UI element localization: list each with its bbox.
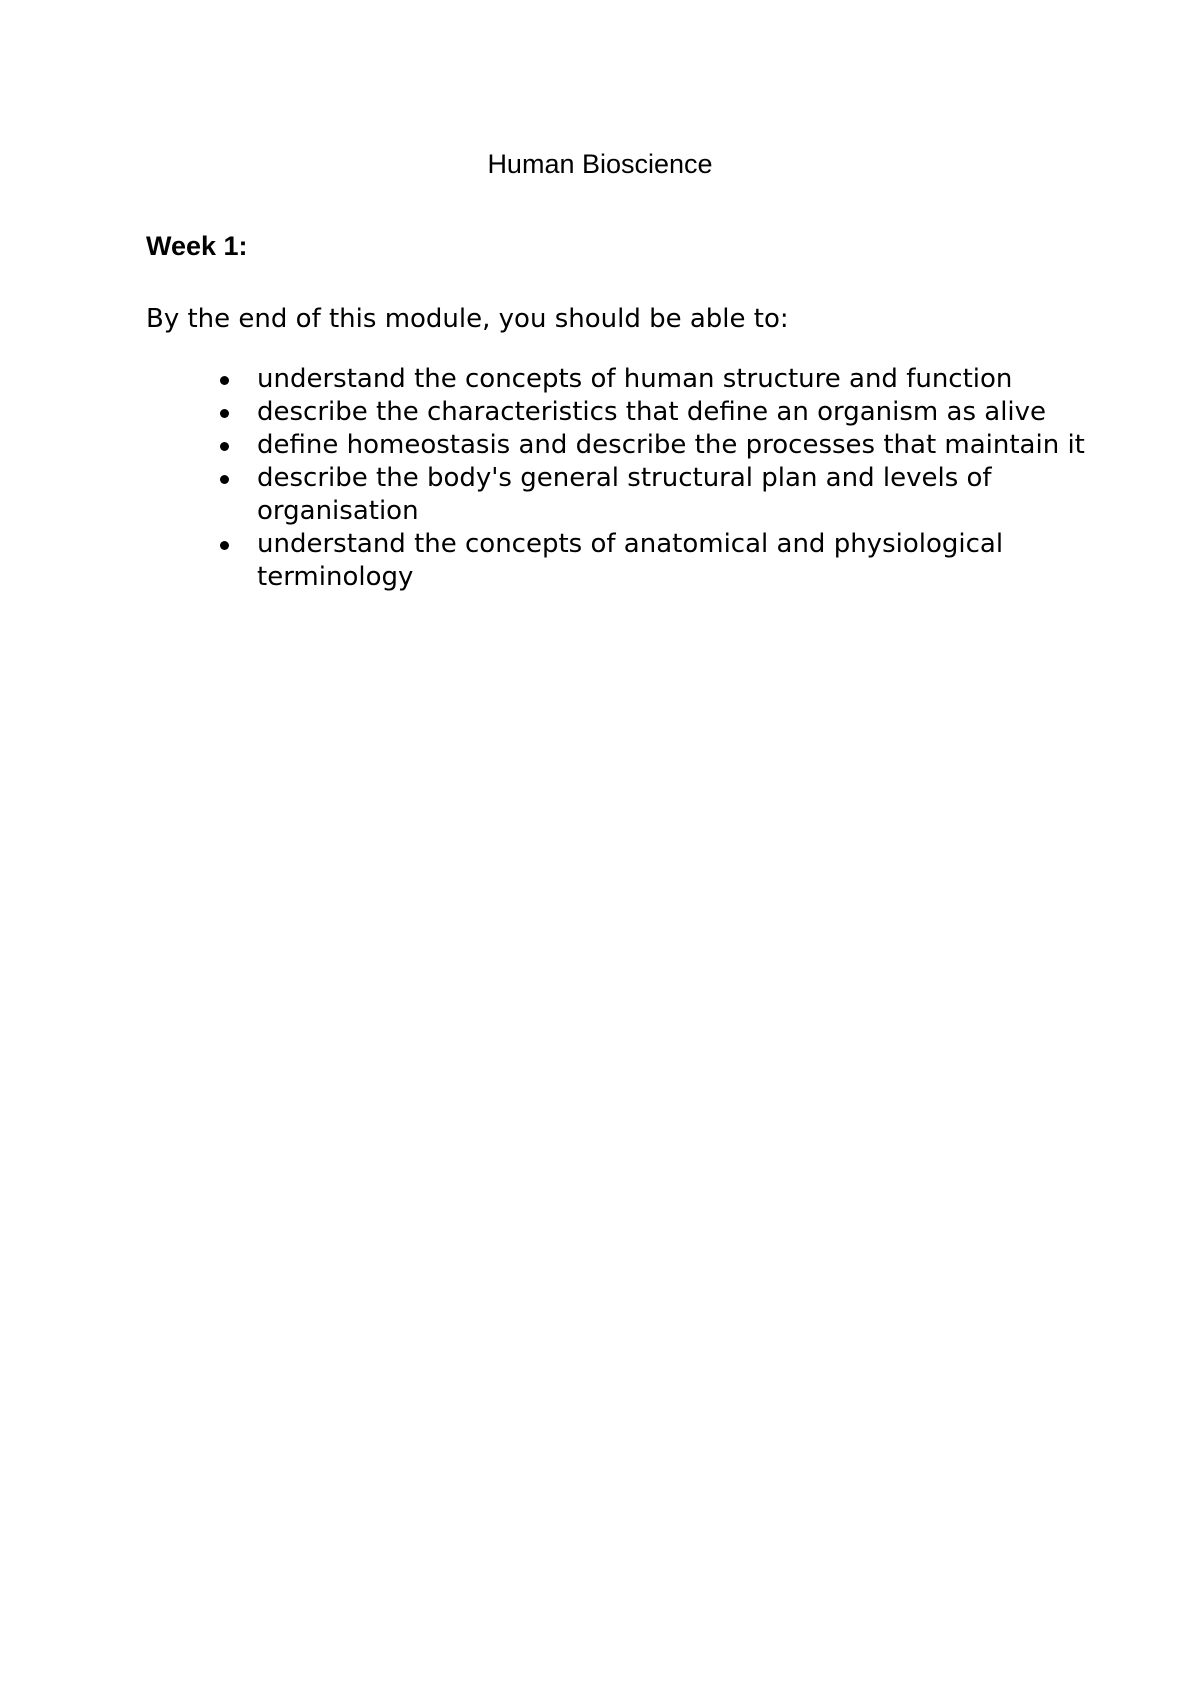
bullet-icon xyxy=(220,541,229,550)
learning-objectives-list xyxy=(216,363,1086,594)
bullet-icon xyxy=(220,442,229,451)
list-item xyxy=(216,528,1086,594)
week-heading: Week 1: xyxy=(146,231,248,261)
list-item-text: understand the concepts of anatomical and physiological terminology xyxy=(257,529,1004,592)
bullet-icon xyxy=(220,409,229,418)
document-title: Human Bioscience xyxy=(487,149,713,179)
list-item-text: describe the characteristics that define an organism as alive xyxy=(257,397,1047,427)
list-item xyxy=(216,363,1086,396)
list-item-text: define homeostasis and describe the processes that maintain it xyxy=(257,430,1085,460)
intro-text: By the end of this module, you should be able to: xyxy=(146,304,789,334)
list-item-text: describe the body's general structural plan and levels of organisation xyxy=(257,463,992,526)
bullet-icon xyxy=(220,475,229,484)
list-item xyxy=(216,396,1086,429)
list-item-text: understand the concepts of human structure and function xyxy=(257,364,1013,394)
list-item xyxy=(216,462,1086,528)
list-item xyxy=(216,429,1086,462)
bullet-icon xyxy=(220,376,229,385)
